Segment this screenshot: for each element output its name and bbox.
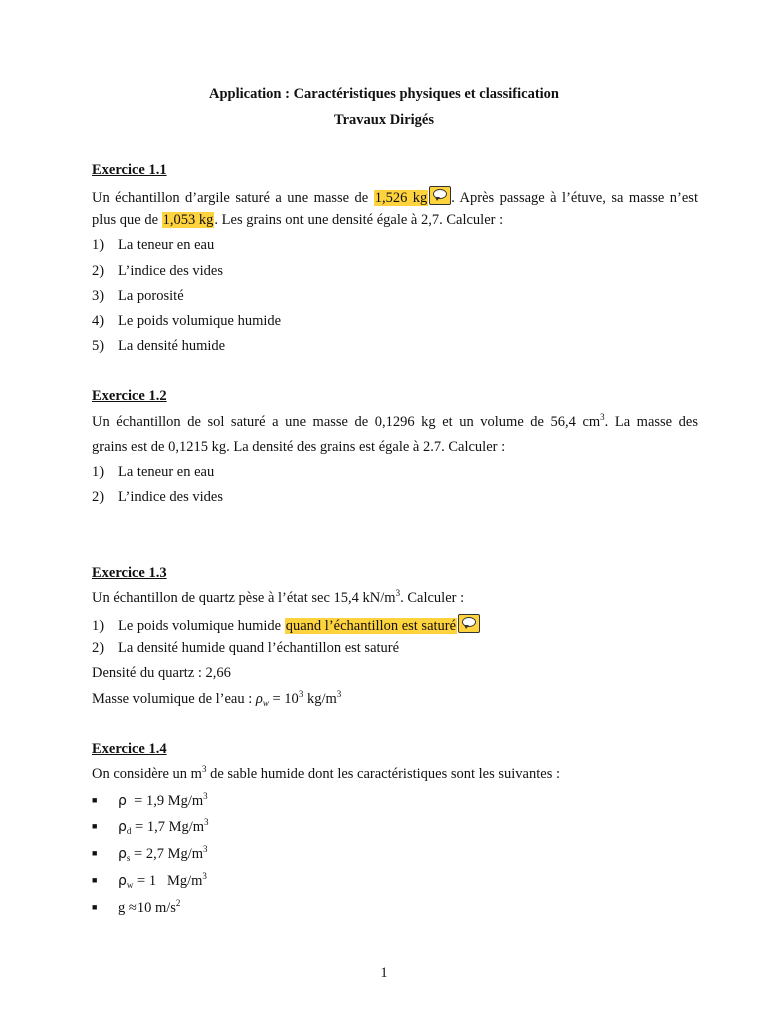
list-item: ■ $\rho_w = 1$ $Mg/m^3$ (92, 871, 207, 890)
list-item: 5) La densité humide (92, 338, 226, 354)
list-item: 1) La teneur en eau (92, 237, 215, 253)
water-density: Masse volumique de l’eau : $\rho_w = 10^3$ $kg/m^3$ (92, 689, 342, 708)
list-item: ■ $\rho_d = 1,7$ $Mg/m^3$ (92, 817, 209, 836)
highlight-saturated[interactable]: quand l’échantillon est saturé (285, 618, 457, 634)
list-item: 1) La teneur en eau (92, 464, 215, 480)
exercise-1-2-line-2: grains est de 0,1215 kg. La densité des grains est égale à 2.7. Calculer : (92, 439, 506, 455)
list-item: 3) La porosité (92, 288, 184, 304)
list-item: 2) La densité humide quand l’échantillon est saturé (92, 640, 400, 656)
page-number: 1 (380, 965, 388, 981)
highlight-dry-mass[interactable]: 1,053 kg (162, 212, 214, 228)
exercise-1-2-title: Exercice 1.2 (92, 388, 167, 404)
list-item: 1) Le poids volumique humide quand l’échantillon est saturé (92, 614, 480, 635)
highlight-mass[interactable]: 1,526 kg (374, 190, 428, 206)
exercise-1-4-line-1: On considère un $m^3$ de sable humide dont les caractéristiques sont les suivantes : (92, 764, 560, 782)
document-subtitle: Travaux Dirigés (333, 112, 434, 128)
exercise-1-3-line-1: Un échantillon de quartz pèse à l’état sec 15,4 $kN/m^3$. Calculer : (92, 588, 465, 606)
comment-icon[interactable] (429, 186, 451, 205)
document-title: Application : Caractéristiques physiques et classification (208, 86, 559, 102)
exercise-1-3-title: Exercice 1.3 (92, 565, 167, 581)
exercise-1-1-title: Exercice 1.1 (92, 162, 167, 178)
list-item: ■ ρ = 1,9 $Mg/m^3$ (92, 791, 208, 809)
list-item: 2) L’indice des vides (92, 489, 223, 505)
exercise-1-1-line-1: Un échantillon d’argile saturé a une masse de 1,526 kg . Après passage à l’étuve, sa masse n’est (92, 186, 698, 207)
list-item: 4) Le poids volumique humide (92, 313, 282, 329)
exercise-1-1-line-2: plus que de 1,053 kg. Les grains ont une densité égale à 2,7. Calculer : (92, 212, 504, 228)
list-item: 2) L’indice des vides (92, 263, 223, 279)
list-item: ■ $\rho_s = 2,7$ $Mg/m^3$ (92, 844, 208, 863)
exercise-1-4-title: Exercice 1.4 (92, 741, 167, 757)
comment-icon[interactable] (458, 614, 480, 633)
quartz-density: Densité du quartz : 2,66 (92, 665, 231, 681)
list-item: ■ g ≈10 $m/s^2$ (92, 898, 181, 916)
exercise-1-2-line-1: Un échantillon de sol saturé a une masse de 0,1296 kg et un volume de 56,4 $cm^3$. La masse des (92, 412, 698, 430)
